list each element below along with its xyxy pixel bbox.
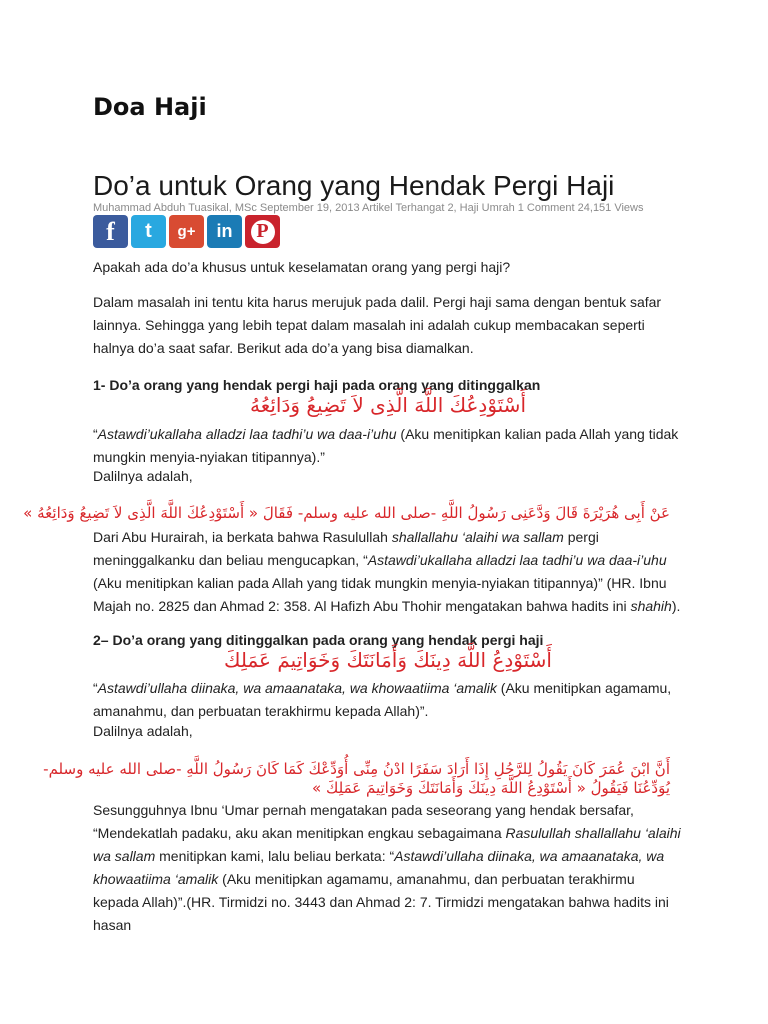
section2-explanation: Sesungguhnya Ibnu ‘Umar pernah mengatakan pada seseorang yang hendak bersafar, “Mendekatlah padaku, aku akan menitipkan engkau sebagaimana Rasulullah shallallahu ‘alaihi wa sallam menitipkan kami, lalu beliau berkata: “Astawdi’ullaha diinaka, wa amaanataka, wa khowaatiima ‘amalik (Aku menitipkan agamamu, amanahmu, dan perbuatan terakhirmu kepada Allah)”.(HR. Tirmidzi no. 3443 dan Ahmad 2: 7. Tirmidzi mengatakan bahwa hadits ini hasan xyxy=(93,802,681,933)
section1-explanation: Dari Abu Hurairah, ia berkata bahwa Rasulullah shallallahu ‘alaihi wa sallam pergi meninggalkanku dan beliau mengucapkan, “Astawdi’ukallaha alladzi laa tadhi’u wa daa-i’uhu (Aku menitipkan kalian pada Allah yang tidak mungkin menyia-nyiakan titipannya)” (HR. Ibnu Majah no. 2825 dan Ahmad 2: 358. Al Hafizh Abu Thohir mengatakan bahwa hadits ini shahih). xyxy=(93,529,681,614)
linkedin-icon: in xyxy=(216,221,233,241)
facebook-icon: f xyxy=(106,216,115,246)
section1-dalil-label: Dalilnya adalah, xyxy=(93,468,193,484)
facebook-share-button[interactable] xyxy=(93,215,128,248)
section2-arabic-dua: أَسْتَوْدِعُ اللَّهَ دِينَكَ وَأَمَانَتَكَ وَخَوَاتِيمَ عَمَلِكَ xyxy=(224,648,552,672)
section2-heading: 2– Do’a orang yang ditinggalkan pada orang yang hendak pergi haji xyxy=(93,632,544,648)
section1-translit-paragraph: “Astawdi’ukallaha alladzi laa tadhi’u wa daa-i’uhu (Aku menitipkan kalian pada Allah yang tidak mungkin menyia-nyiakan titipannya).” xyxy=(93,426,679,465)
section1-translation: (Aku menitipkan kalian pada Allah yang tidak mungkin menyia-nyiakan titipannya).” xyxy=(93,426,679,465)
googleplus-share-button[interactable] xyxy=(169,215,204,248)
twitter-share-button[interactable] xyxy=(131,215,166,248)
share-bar xyxy=(93,215,280,248)
section1-arabic-hadith: عَنْ أَبِى هُرَيْرَةَ قَالَ وَدَّعَنِى رَسُولُ اللَّهِ -صلى الله عليه وسلم- فَقَالَ « أَسْتَوْدِعُكَ اللَّهَ الَّذِى لاَ تَضِيعُ وَدَائِعُهُ » xyxy=(23,504,670,522)
pinterest-icon: P xyxy=(251,220,275,244)
section2-translit-paragraph: “Astawdi’ullaha diinaka, wa amaanataka, wa khowaatiima ‘amalik (Aku menitipkan agamamu, amanahmu, dan perbuatan terakhirmu kepada Allah)”. xyxy=(93,680,672,719)
section1-heading: 1- Do’a orang yang hendak pergi haji pada orang yang ditinggalkan xyxy=(93,377,541,393)
section2-translation: (Aku menitipkan agamamu, amanahmu, dan perbuatan terakhirmu kepada Allah)”. xyxy=(93,680,672,719)
section1-arabic-dua: أَسْتَوْدِعُكَ اللَّهَ الَّذِى لاَ تَضِيعُ وَدَائِعُهُ xyxy=(249,393,526,417)
article-title: Do’a untuk Orang yang Hendak Pergi Haji xyxy=(93,170,615,201)
googleplus-icon: g+ xyxy=(177,223,196,240)
section2-translit: Astawdi’ullaha diinaka, wa amaanataka, wa khowaatiima ‘amalik xyxy=(97,680,497,696)
twitter-icon: t xyxy=(145,220,152,242)
intro-paragraph: Apakah ada do’a khusus untuk keselamatan orang yang pergi haji? xyxy=(93,259,511,275)
section1-translit: Astawdi’ukallaha alladzi laa tadhi’u wa daa-i’uhu xyxy=(97,426,397,442)
section2-dalil-label: Dalilnya adalah, xyxy=(93,723,193,739)
article-meta: Muhammad Abduh Tuasikal, MSc September 19, 2013 Artikel Terhangat 2, Haji Umrah 1 Comment 24,151 Views xyxy=(93,202,644,214)
paragraph-1: Dalam masalah ini tentu kita harus merujuk pada dalil. Pergi haji sama dengan bentuk safar lainnya. Sehingga yang lebih tepat dalam masalah ini adalah cukup membacakan seperti halnya do’a saat safar. Berikut ada do’a yang bisa diamalkan. xyxy=(93,294,662,356)
pinterest-share-button[interactable] xyxy=(245,215,280,248)
document-title: Doa Haji xyxy=(93,93,207,121)
section2-arabic-hadith-line1: أَنَّ ابْنَ عُمَرَ كَانَ يَقُولُ لِلرَّجُلِ إِذَا أَرَادَ سَفَرًا ادْنُ مِنِّى أُوَدِّعْكَ كَمَا كَانَ رَسُولُ اللَّهِ -صلى الله عليه وسلم- xyxy=(43,760,670,778)
section2-arabic-hadith-line2: يُوَدِّعُنَا فَيَقُولُ « أَسْتَوْدِعُ اللَّهَ دِينَكَ وَأَمَانَتَكَ وَخَوَاتِيمَ عَمَلِكَ » xyxy=(312,779,670,797)
linkedin-share-button[interactable] xyxy=(207,215,242,248)
